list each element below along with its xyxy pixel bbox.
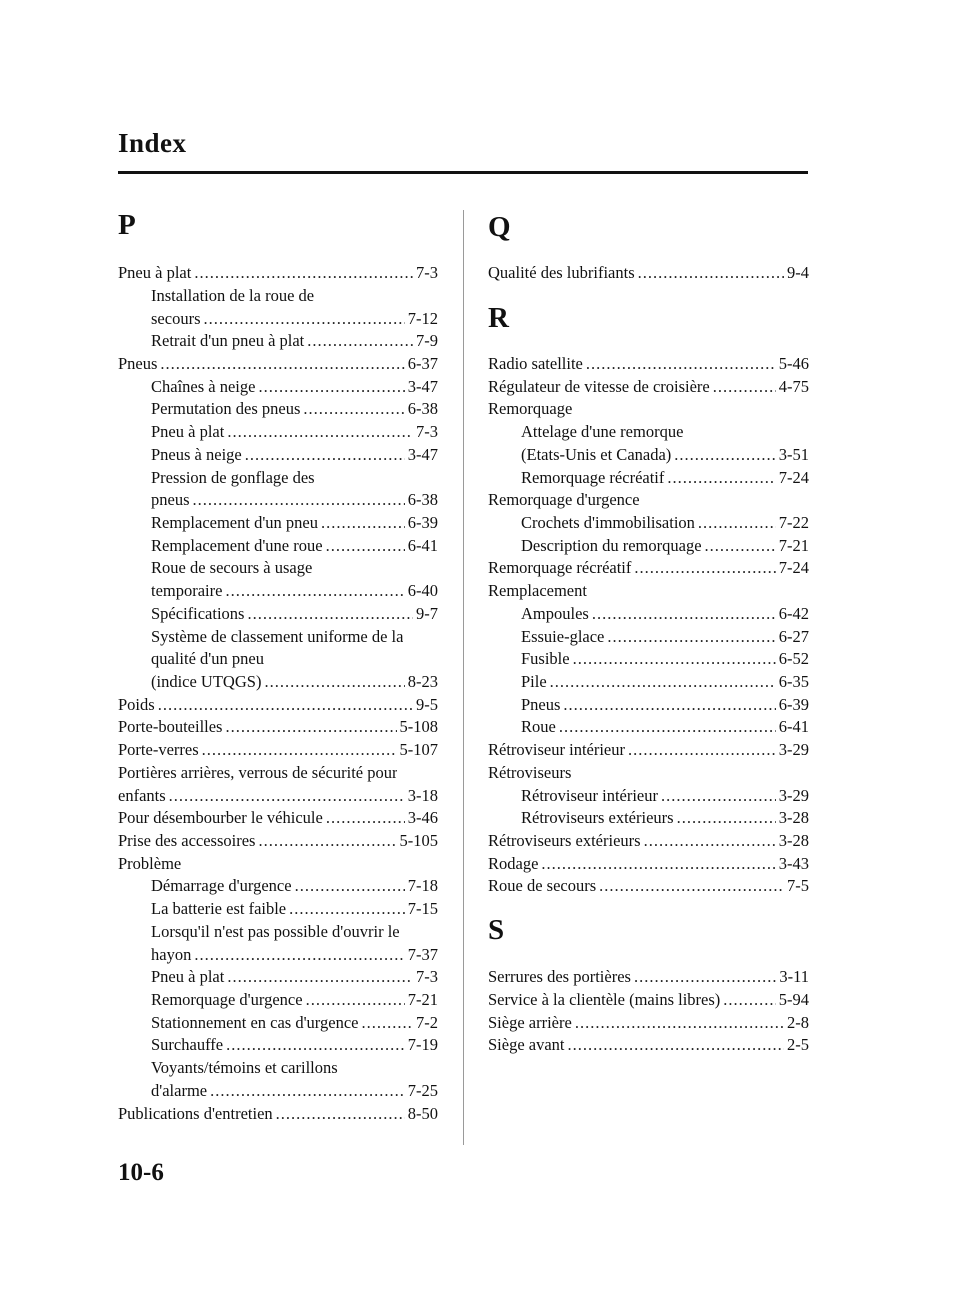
index-entry: Surchauffe ..... 7-19 [151, 1034, 438, 1056]
index-entry: Rétroviseurs extérieurs ..... 3-28 [488, 830, 809, 852]
index-entry: Siège avant ..... 2-5 [488, 1034, 809, 1056]
section-letter-p: P [118, 209, 136, 241]
index-entry: Rétroviseurs extérieurs ..... 3-28 [521, 807, 809, 829]
index-entry: Pression de gonflage des [151, 468, 315, 487]
index-entry: Pneu à plat ..... 7-3 [151, 421, 438, 443]
index-entry: Régulateur de vitesse de croisière ..... 4-75 [488, 376, 809, 398]
index-entry: Pneus ..... 6-37 [118, 353, 438, 375]
index-entry: Essuie-glace ..... 6-27 [521, 626, 809, 648]
index-entry: Pneu à plat ..... 7-3 [118, 262, 438, 284]
index-entry: Pneus à neige ..... 3-47 [151, 444, 438, 466]
index-entry: Roue de secours à usage [151, 558, 313, 577]
index-entry: hayon ..... 7-37 [151, 944, 438, 966]
index-entry: Spécifications ..... 9-7 [151, 603, 438, 625]
index-entry: Porte-verres ..... 5-107 [118, 739, 438, 761]
index-entry: enfants ..... 3-18 [118, 785, 438, 807]
index-entry: Stationnement en cas d'urgence ..... 7-2 [151, 1012, 438, 1034]
header-rule [118, 171, 808, 174]
index-entry: Poids ..... 9-5 [118, 694, 438, 716]
index-entry: Serrures des portières ..... 3-11 [488, 966, 809, 988]
index-entry: secours ..... 7-12 [151, 308, 438, 330]
section-letter-q: Q [488, 211, 511, 243]
index-entry: Rétroviseurs [488, 763, 572, 782]
index-entry: Remplacement d'un pneu ..... 6-39 [151, 512, 438, 534]
index-entry: qualité d'un pneu [151, 649, 264, 668]
index-entry: Lorsqu'il n'est pas possible d'ouvrir le [151, 922, 400, 941]
index-entry: Remorquage d'urgence [488, 490, 640, 509]
index-entry: Pneus ..... 6-39 [521, 694, 809, 716]
index-entry: pneus ..... 6-38 [151, 489, 438, 511]
index-entry: La batterie est faible ..... 7-15 [151, 898, 438, 920]
index-entry: Remorquage d'urgence ..... 7-21 [151, 989, 438, 1011]
index-entry: Système de classement uniforme de la [151, 627, 404, 646]
index-entry: Remplacement d'une roue ..... 6-41 [151, 535, 438, 557]
column-divider [463, 210, 464, 1145]
index-entry: Publications d'entretien ..... 8-50 [118, 1103, 438, 1125]
index-entry: Roue ..... 6-41 [521, 716, 809, 738]
index-entry: Portières arrières, verrous de sécurité pour [118, 763, 398, 782]
index-entry: Prise des accessoires ..... 5-105 [118, 830, 438, 852]
index-entry: Démarrage d'urgence ..... 7-18 [151, 875, 438, 897]
page-title: Index [118, 128, 187, 158]
index-entry: temporaire ..... 6-40 [151, 580, 438, 602]
index-entry: Rétroviseur intérieur ..... 3-29 [521, 785, 809, 807]
index-entry: Ampoules ..... 6-42 [521, 603, 809, 625]
section-letter-r: R [488, 302, 509, 334]
index-entry: Chaînes à neige ..... 3-47 [151, 376, 438, 398]
page-number: 10-6 [118, 1159, 164, 1186]
index-entry: Remorquage récréatif ..... 7-24 [488, 557, 809, 579]
index-entry: Voyants/témoins et carillons [151, 1058, 338, 1077]
index-entry: Crochets d'immobilisation ..... 7-22 [521, 512, 809, 534]
index-entry: Roue de secours ..... 7-5 [488, 875, 809, 897]
index-entry: Radio satellite ..... 5-46 [488, 353, 809, 375]
index-entry: Siège arrière ..... 2-8 [488, 1012, 809, 1034]
index-entry: Remorquage [488, 399, 573, 418]
index-entry: Pour désembourber le véhicule ..... 3-46 [118, 807, 438, 829]
index-entry: Installation de la roue de [151, 286, 315, 305]
index-entry: Remorquage récréatif ..... 7-24 [521, 467, 809, 489]
index-entry: Pile ..... 6-35 [521, 671, 809, 693]
index-entry: Rodage ..... 3-43 [488, 853, 809, 875]
index-entry: Service à la clientèle (mains libres) ..... 5-94 [488, 989, 809, 1011]
index-entry: Pneu à plat ..... 7-3 [151, 966, 438, 988]
index-entry: Qualité des lubrifiants ..... 9-4 [488, 262, 809, 284]
index-entry: Description du remorquage ..... 7-21 [521, 535, 809, 557]
index-entry: d'alarme ..... 7-25 [151, 1080, 438, 1102]
index-entry: Fusible ..... 6-52 [521, 648, 809, 670]
index-entry: Permutation des pneus ..... 6-38 [151, 398, 438, 420]
section-letter-s: S [488, 914, 505, 946]
index-entry: Porte-bouteilles ..... 5-108 [118, 716, 438, 738]
index-entry: (indice UTQGS) ..... 8-23 [151, 671, 438, 693]
index-entry: Attelage d'une remorque [521, 422, 684, 441]
index-entry: Remplacement [488, 581, 587, 600]
index-entry: Problème [118, 854, 182, 873]
index-entry: Retrait d'un pneu à plat ..... 7-9 [151, 330, 438, 352]
index-entry: (Etats-Unis et Canada) ..... 3-51 [521, 444, 809, 466]
index-entry: Rétroviseur intérieur ..... 3-29 [488, 739, 809, 761]
